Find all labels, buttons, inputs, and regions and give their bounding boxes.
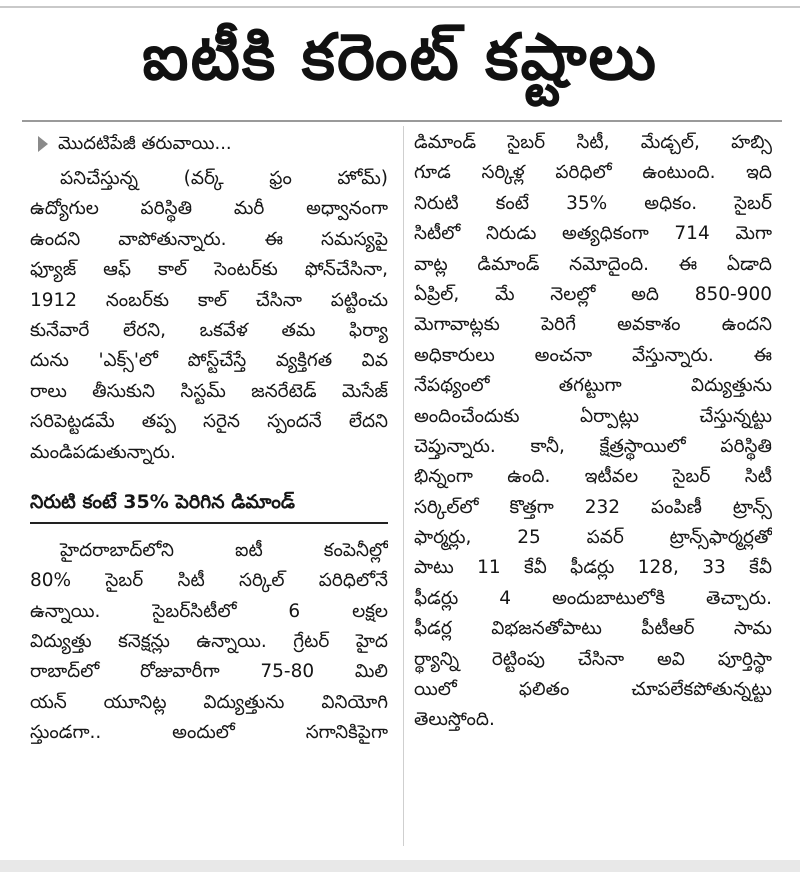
- text-line: అందించేందుకు ఏర్పాట్లు చేస్తున్నట్టు: [414, 405, 772, 427]
- text-line: అధికారులు అంచనా వేస్తున్నారు. ఈ: [414, 344, 772, 366]
- text-line: ఫ్యూజ్ ఆఫ్ కాల్ సెంటర్‌కు ఫోన్‌చేసినా,: [30, 259, 388, 281]
- text-line: మండిపడుతున్నారు.: [30, 441, 176, 463]
- text-line: యిలో ఫలితం చూపలేకపోతున్నట్టు: [414, 679, 772, 701]
- text-line: ర్థ్యాన్ని రెట్టింపు చేసినా అవి పూర్తిస్థా: [414, 648, 772, 670]
- text-line: రాలు తీసుకుని సిస్టమ్ జనరేటెడ్ మెసేజ్: [30, 380, 388, 402]
- text-line: 80% సైబర్ సిటీ సర్కిల్ పరిధిలోనే: [30, 570, 388, 592]
- column-divider: [403, 126, 404, 846]
- text-line: విద్యుత్తు కనెక్షన్లు ఉన్నాయి. గ్రేటర్ హైద: [30, 631, 388, 653]
- text-line: భిన్నంగా ఉంది. ఇటీవల సైబర్ సిటీ: [414, 466, 772, 488]
- paragraph-1: [30, 164, 388, 468]
- text-line: ఉద్యోగుల పరిస్థితి మరీ అధ్వానంగా: [30, 198, 388, 220]
- top-rule: [0, 6, 800, 8]
- text-line: ఉందని వాపోతున్నారు. ఈ సమస్యపై: [30, 228, 388, 250]
- headline-rule: [22, 120, 782, 122]
- text-line: నిరుటి కంటే 35% అధికం. సైబర్: [414, 192, 772, 214]
- right-column: [414, 128, 772, 736]
- text-line: హైదరాబాద్‌లోని ఐటీ కంపెనీల్లో: [60, 539, 388, 561]
- text-line: రాబాద్‌లో రోజువారీగా 75-80 మిలి: [30, 661, 388, 683]
- continued-marker: [30, 128, 388, 160]
- text-line: ఉన్నాయి. సైబర్‌సిటీలో 6 లక్షల: [30, 600, 388, 622]
- text-line: డిమాండ్ సైబర్ సిటీ, మేడ్చల్, హబ్సి: [414, 132, 772, 153]
- text-line: సిటీలో నిరుడు అత్యధికంగా 714 మెగా: [414, 223, 772, 245]
- text-line: సర్కిల్‌లో కొత్తగా 232 పంపిణీ ట్రాన్స్: [414, 496, 772, 518]
- triangle-arrow-icon: [38, 136, 48, 152]
- text-line: ఫీడర్ల విభజనతోపాటు పీటీఆర్ సామ: [414, 618, 772, 640]
- text-line: సరిపెట్టడమే తప్ప సరైన స్పందనే లేదని: [30, 411, 388, 433]
- text-line: కునేవారే లేరని, ఒకవేళ తమ ఫిర్యా: [30, 319, 388, 341]
- text-line: ఫీడర్లు 4 అందుబాటులోకి తెచ్చారు.: [414, 587, 772, 609]
- text-line: దును 'ఎక్స్'లో పోస్ట్‌చేస్తే వ్యక్తిగత వివ: [30, 350, 388, 372]
- text-line: నేపథ్యంలో తగట్టుగా విద్యుత్తును: [414, 375, 772, 397]
- text-line: పాటు 11 కేవీ ఫీడర్లు 128, 33 కేవీ: [414, 557, 772, 579]
- text-line: తెలుస్తోంది.: [414, 709, 495, 731]
- text-line: ఫార్మర్లు, 25 పవర్ ట్రాన్స్‌ఫార్మర్లతో: [414, 527, 772, 549]
- headline: ఐటీకి కరెంట్ కష్టాలు: [141, 20, 659, 95]
- text-line: మెగావాట్లకు పెరిగే అవకాశం ఉందని: [414, 314, 772, 336]
- text-line: వాట్ల డిమాండ్ నమోదైంది. ఈ ఏడాది: [414, 253, 772, 275]
- text-line: స్తుండగా.. అందులో సగానికిపైగా: [30, 722, 388, 744]
- text-line: గూడ సర్కిళ్ల పరిధిలో ఉంటుంది. ఇది: [414, 162, 772, 184]
- continued-label: మొదటిపేజీ తరువాయి...: [58, 132, 232, 154]
- subheading: నిరుటి కంటే 35% పెరిగిన డిమాండ్: [30, 482, 388, 524]
- left-column: [30, 128, 388, 749]
- text-line: యన్ యూనిట్ల విద్యుత్తును వినియోగి: [30, 691, 388, 713]
- text-line: 1912 నంబర్‌కు కాల్ చేసినా పట్టించు: [30, 289, 388, 311]
- text-line: ఏప్రిల్, మే నెలల్లో అది 850-900: [414, 283, 772, 305]
- text-line: పనిచేస్తున్న (వర్క్ ఫ్రం హోమ్): [60, 168, 388, 189]
- text-line: చెప్తున్నారు. కానీ, క్షేత్రస్థాయిలో పరిస్థితి: [414, 435, 772, 457]
- paragraph-2: [30, 536, 388, 749]
- bottom-strip: [0, 860, 800, 872]
